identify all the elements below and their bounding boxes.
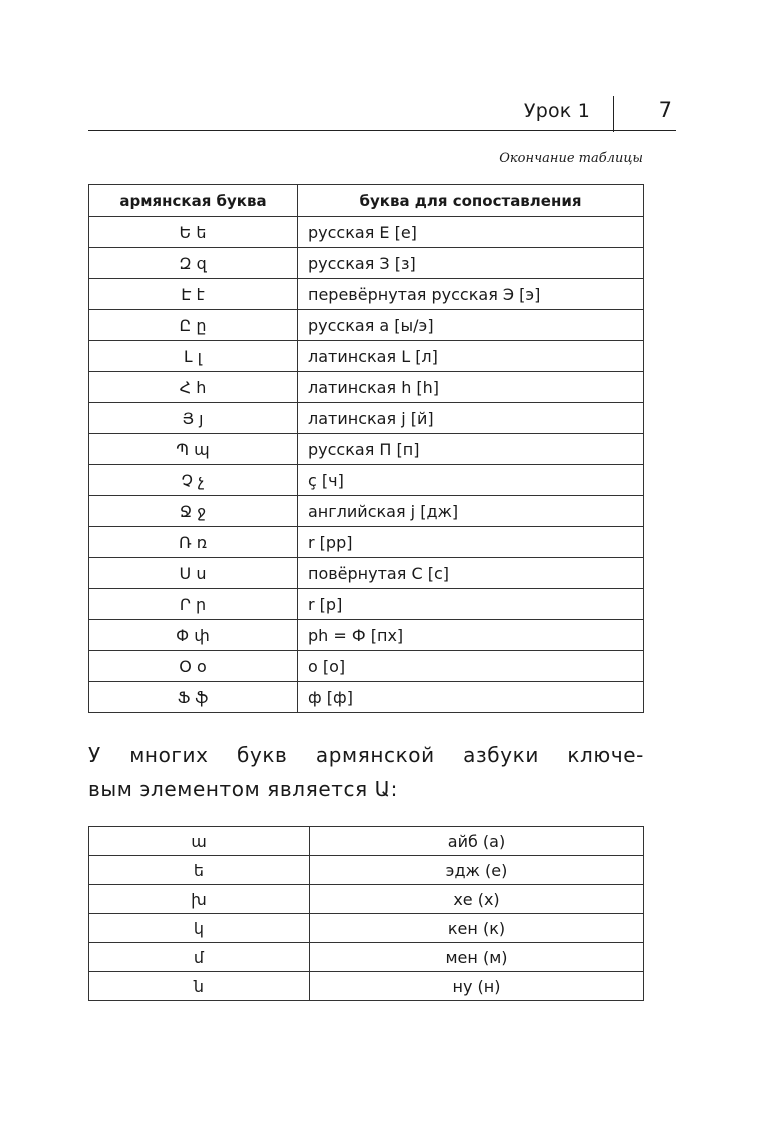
armenian-letter-cell: Ր ր [89, 589, 298, 620]
table-row [89, 248, 644, 279]
table-row [89, 682, 644, 713]
column-header-armenian: армянская буква [89, 185, 298, 217]
table-row [89, 341, 644, 372]
comparison-cell: русская а [ы/э] [298, 310, 644, 341]
comparison-cell: r [рр] [298, 527, 644, 558]
table-row [89, 651, 644, 682]
table-row [89, 885, 644, 914]
table-row [89, 279, 644, 310]
table-row [89, 434, 644, 465]
armenian-letter-cell: ե [89, 856, 310, 885]
comparison-cell: o [о] [298, 651, 644, 682]
table-row [89, 827, 644, 856]
letter-name-cell: айб (а) [310, 827, 644, 856]
armenian-letter-cell: Փ փ [89, 620, 298, 651]
table-row [89, 856, 644, 885]
table-row [89, 496, 644, 527]
comparison-cell: русская Е [е] [298, 217, 644, 248]
table-row [89, 589, 644, 620]
comparison-cell: латинская j [й] [298, 403, 644, 434]
table-row [89, 914, 644, 943]
armenian-letter-cell: Ե ե [89, 217, 298, 248]
table-row [89, 527, 644, 558]
chapter-title: Урок 1 [523, 100, 590, 122]
armenian-letter-cell: Օ օ [89, 651, 298, 682]
comparison-cell: ф [ф] [298, 682, 644, 713]
armenian-letter-cell: մ [89, 943, 310, 972]
armenian-letter-cell: Պ պ [89, 434, 298, 465]
page-header [88, 92, 676, 131]
header-divider [613, 96, 614, 132]
armenian-letter-cell: Ը ը [89, 310, 298, 341]
comparison-cell: перевёрнутая русская Э [э] [298, 279, 644, 310]
armenian-letter-cell: ն [89, 972, 310, 1001]
armenian-letter-cell: Ջ ջ [89, 496, 298, 527]
armenian-letter-cell: Յ յ [89, 403, 298, 434]
table-row [89, 217, 644, 248]
armenian-letter-cell: խ [89, 885, 310, 914]
letters-names-table [88, 826, 644, 1001]
letters-comparison-table [88, 184, 644, 713]
letter-name-cell: эдж (е) [310, 856, 644, 885]
armenian-letter-cell: Հ հ [89, 372, 298, 403]
comparison-cell: английская j [дж] [298, 496, 644, 527]
table-row [89, 372, 644, 403]
comparison-cell: латинская h [h] [298, 372, 644, 403]
table-caption: Окончание таблицы [499, 151, 643, 166]
table-row [89, 465, 644, 496]
armenian-letter-cell: Լ լ [89, 341, 298, 372]
paragraph [88, 738, 644, 806]
table-row [89, 403, 644, 434]
comparison-cell: повёрнутая С [с] [298, 558, 644, 589]
page-number: 7 [658, 98, 672, 122]
table-header-row [89, 185, 644, 217]
table-row [89, 558, 644, 589]
table-row [89, 310, 644, 341]
table-row [89, 620, 644, 651]
armenian-letter-cell: Ս ս [89, 558, 298, 589]
comparison-cell: ç [ч] [298, 465, 644, 496]
table-row [89, 943, 644, 972]
letter-name-cell: мен (м) [310, 943, 644, 972]
armenian-letter-cell: կ [89, 914, 310, 943]
armenian-letter-cell: Զ զ [89, 248, 298, 279]
armenian-letter-cell: Ռ ռ [89, 527, 298, 558]
letter-name-cell: кен (к) [310, 914, 644, 943]
comparison-cell: r [р] [298, 589, 644, 620]
armenian-letter-cell: Չ չ [89, 465, 298, 496]
comparison-cell: русская П [п] [298, 434, 644, 465]
armenian-letter-cell: ա [89, 827, 310, 856]
paragraph-line-1: У многих букв армянской азбуки ключе- [88, 743, 644, 767]
comparison-cell: ph = Ф [пх] [298, 620, 644, 651]
letter-name-cell: хе (х) [310, 885, 644, 914]
comparison-cell: латинская L [л] [298, 341, 644, 372]
column-header-comparison: буква для сопоставления [298, 185, 644, 217]
comparison-cell: русская З [з] [298, 248, 644, 279]
letter-name-cell: ну (н) [310, 972, 644, 1001]
table-row [89, 972, 644, 1001]
paragraph-line-2: вым элементом является Ա: [88, 777, 398, 801]
armenian-letter-cell: Ֆ ֆ [89, 682, 298, 713]
armenian-letter-cell: Է է [89, 279, 298, 310]
